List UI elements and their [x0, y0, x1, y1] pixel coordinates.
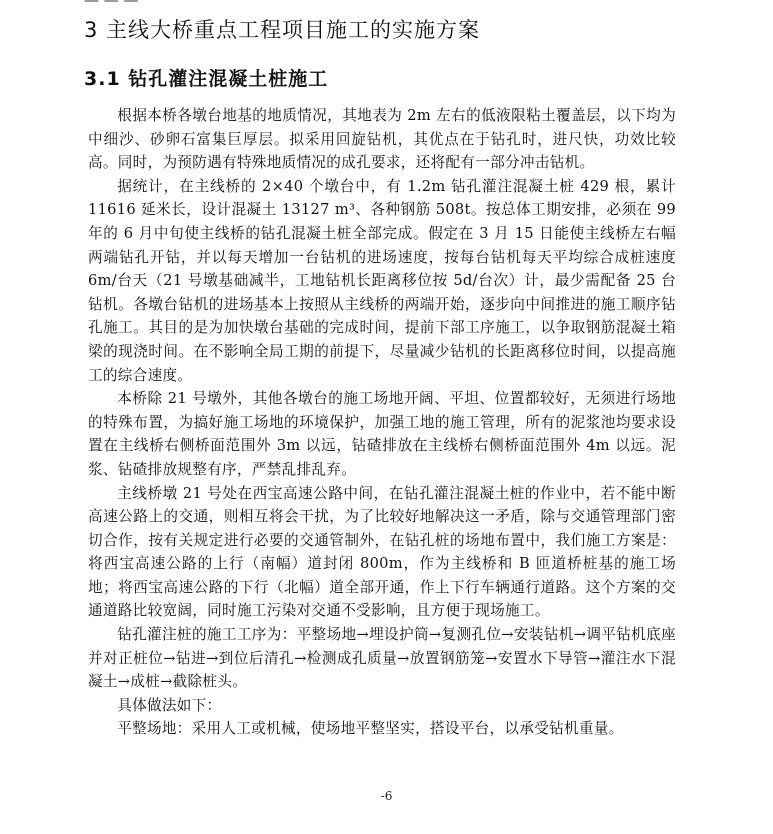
- paragraph-pier-21: 主线桥墩 21 号处在西宝高速公路中间，在钻孔灌注混凝土桩的作业中，若不能中断高速公路上的交通，则相互将会干扰，为了比较好地解决这一矛盾，除与交通管理部门密切合作，按有关规定进行必要的交通管制外，在钻孔桩的场地布置中，我们施工方案是：将西宝高速公路的上行（南幅）道封闭 800m，作为主线桥和 B 匝道桥桩基的施工场地；将西宝高速公路的下行（北幅）道全部开通，作上下行车辆通行道路。这个方案的交通道路比较宽阔，同时施工污染对交通不受影响，且方便于现场施工。: [88, 484, 676, 620]
- paragraph-site-leveling: 平整场地：采用人工或机械，使场地平整坚实，搭设平台，以承受钻机重量。: [117, 720, 624, 738]
- paragraph-site-layout: 本桥除 21 号墩外，其他各墩台的施工场地开阔、平坦、位置都较好，无须进行场地的特殊布置，为搞好施工场地的环境保护，加强工地的施工管理，所有的泥浆池均要求设置在主线桥右侧桥面范围外 3m 以远，钻碴排放在主线桥右侧桥面范围外 4m 以远。泥浆、钻碴排放规整有序，严禁乱排乱弃。: [88, 390, 676, 478]
- paragraph-statistics: 据统计，在主线桥的 2×40 个墩台中，有 1.2m 钻孔灌注混凝土桩 429 根，累计 11616 延米长，设计混凝土 13127 m³、各种钢筋 508t。按总体工期安排，必须在 99 年的 6 月中旬使主线桥的钻孔混凝土桩全部完成。假定在 3 月 15 日能使主线桥左右幅两端钻孔开钻，并以每天增加一台钻机的进场速度，按每台钻机每天平均综合成桩速度 6m/台天（21 号墩基础减半，工地钻机长距离移位按 5d/台次）计，最少需配备 25 台钻机。各墩台钻机的进场基本上按照从主线桥的两端开始，逐步向中间推进的施工顺序钻孔施工。其目的是为加快墩台基础的完成时间，提前下部工序施工，以争取钢筋混凝土箱梁的现浇时间。在不影响全局工期的前提下，尽量减少钻机的长距离移位时间，以提高施工的综合速度。: [88, 177, 676, 384]
- cropped-previous-line: [84, 0, 684, 3]
- body-text: [88, 104, 676, 741]
- paragraph-procedure: 钻孔灌注桩的施工工序为：平整场地→埋设护筒→复测孔位→安装钻机→调平钻机底座并对正桩位→钻进→到位后清孔→检测成孔质量→放置钢筋笼→安置水下导管→灌注水下混凝土→成桩→截除桩头。: [88, 626, 676, 691]
- page-number: -6: [380, 789, 393, 803]
- paragraph-geology: 根据本桥各墩台地基的地质情况，其地表为 2m 左右的低液限粘土覆盖层，以下均为中细沙、砂卵石富集巨厚层。拟采用回旋钻机，其优点在于钻孔时，进尺快，功效比较高。同时，为预防遇有特殊地质情况的成孔要求，还将配有一部分冲击钻机。: [88, 107, 676, 172]
- paragraph-method-intro: 具体做法如下：: [117, 696, 222, 714]
- subsection-heading: 3.1 钻孔灌注混凝土桩施工: [84, 68, 329, 90]
- section-heading: 3 主线大桥重点工程项目施工的实施方案: [84, 18, 481, 42]
